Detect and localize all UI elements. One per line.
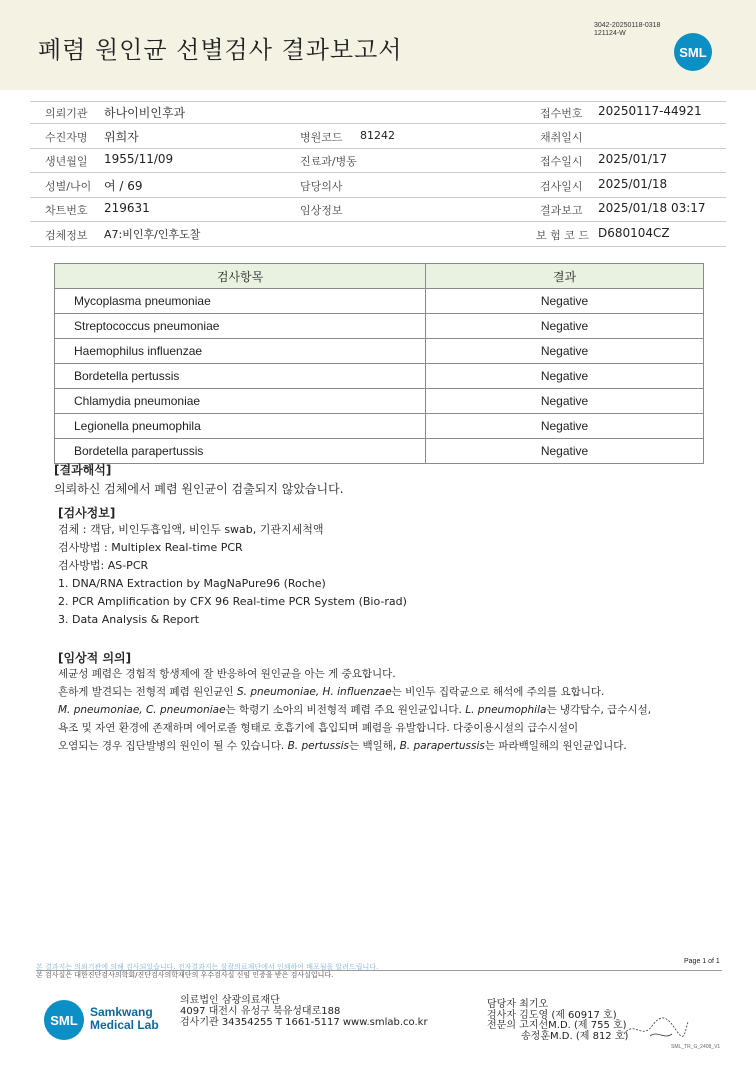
sml-logo-icon: SML [674,33,712,71]
hospital-code-value: 81242 [360,129,395,142]
test-result: Negative [426,289,704,314]
dept-label: 진료과/병동 [300,155,357,168]
column-header: 검사항목 [55,264,426,289]
test-result: Negative [426,414,704,439]
lab-name [90,1006,159,1032]
footer-divider [36,970,722,971]
table-row [55,389,704,414]
clinical-line [58,683,651,701]
receipt-value: 2025/01/17 [598,152,668,166]
test-info-line: 3. Data Analysis & Report [58,613,200,626]
results-table [54,263,704,464]
test-item: Streptococcus pneumoniae [55,314,426,339]
text-run: 는 비인두 집락균으로 해석에 주의를 요합니다. [391,686,605,698]
interpretation-text: 의뢰하신 검체에서 폐렴 원인균이 검출되지 않았습니다. [54,482,344,496]
staff-line: 전문의 고지선M.D. (제 755 호) [487,1020,627,1031]
text-run: 는 파라백일해의 원인균입니다. [484,740,627,752]
organism-name: S. pneumoniae, H. influenzae [236,686,392,698]
clinical-line [58,701,651,719]
organism-name: M. pneumoniae, C. pneumoniae [58,704,226,716]
address-line: 검사기관 34354255 T 1661-5117 www.smlab.co.kr [180,1017,428,1028]
table-row [55,439,704,464]
test-result: Negative [426,339,704,364]
accession-value: 20250117-44921 [598,104,702,118]
divider [30,148,726,149]
institution-value: 하나이비인후과 [104,106,186,120]
report-code-line: 3042-20250118-0318 [594,22,661,29]
test-item: Haemophilus influenzae [55,339,426,364]
sexage-value: 여 / 69 [104,179,143,193]
test-item: Mycoplasma pneumoniae [55,289,426,314]
accession-label: 접수번호 [540,107,583,120]
test-date-label: 검사일시 [540,180,583,193]
interpretation-title: [결과해석] [54,463,112,477]
text-run: 는 백일해, [348,740,400,752]
divider [30,246,726,247]
divider [30,172,726,173]
dob-label: 생년월일 [45,155,88,168]
divider [30,123,726,124]
report-label: 결과보고 [540,204,583,217]
page-number: Page 1 of 1 [684,958,720,965]
clinical-line: 세균성 폐렴은 경험적 항생제에 잘 반응하여 원인균을 아는 게 중요합니다. [58,668,396,680]
organism-name: L. pneumophila [465,704,547,716]
text-run: 는 학령기 소아의 비전형적 폐렴 주요 원인균입니다. [225,704,466,716]
staff-line: 송정훈M.D. (제 812 호) [521,1030,629,1042]
test-info-list [58,521,407,629]
address-line: 의료법인 삼광의료재단 [180,995,280,1006]
test-item: Bordetella parapertussis [55,439,426,464]
table-row [55,414,704,439]
footer-notice: 본 결과지는 의뢰기관에 의해 검사되었습니다. 전자결과지는 삼광의료재단에서 인쇄하여 배포됨을 알려드립니다. [36,963,379,971]
table-header-row [55,264,704,289]
address-line: 4097 대전시 유성구 북유성대로188 [180,1006,341,1017]
staff-line: 담당자 최기오 [487,999,549,1010]
sexage-label: 성별/나이 [45,180,92,193]
doctor-label: 담당의사 [300,180,343,193]
chart-label: 차트번호 [45,204,88,217]
table-row [55,339,704,364]
test-result: Negative [426,389,704,414]
staff-list [487,1000,628,1042]
institution-label: 의뢰기관 [45,107,88,120]
examinee-label: 수진자명 [45,131,88,144]
test-item: Bordetella pertussis [55,364,426,389]
dob-value: 1955/11/09 [104,152,174,166]
examinee-value: 위희자 [104,130,139,144]
clinical-significance-title: [임상적 의의] [58,651,132,665]
lab-name-line: Medical Lab [90,1018,159,1032]
specimen-value: A7:비인후/인후도찰 [104,228,201,241]
divider [30,101,726,102]
test-result: Negative [426,314,704,339]
test-info-line: 검사방법: AS-PCR [58,559,149,572]
text-run: 흔하게 발견되는 전형적 폐렴 원인균인 [58,686,237,698]
test-info-line: 검사방법 : Multiplex Real-time PCR [58,541,243,554]
table-row [55,289,704,314]
organism-name: B. pertussis [287,740,349,752]
test-info-line: 1. DNA/RNA Extraction by MagNaPure96 (Roche) [58,577,326,590]
insurance-label: 보 험 코 드 [536,229,589,242]
test-item: Legionella pneumophila [55,414,426,439]
text-run: 는 냉각탑수, 급수시설, [546,704,652,716]
divider [30,197,726,198]
clinical-line [58,737,651,755]
clinical-significance-text [58,665,651,755]
clinical-line: 욕조 및 자연 환경에 존재하며 에어로졸 형태로 호흡기에 흡입되며 폐렴을 유발합니다. 다중이용시설의 급수시설이 [58,722,579,734]
clinical-label: 임상정보 [300,204,343,217]
column-header: 결과 [426,264,704,289]
test-date-value: 2025/01/18 [598,177,668,191]
form-code: SML_TR_G_2408_V1 [671,1044,721,1050]
table-row [55,314,704,339]
lab-address [180,995,428,1028]
test-info-line: 검체 : 객담, 비인두흡입액, 비인두 swab, 기관지세척액 [58,523,324,536]
lab-name-line: Samkwang [90,1005,153,1019]
sml-footer-logo-icon: SML [44,1000,84,1040]
table-row [55,364,704,389]
signature-icon [620,1012,690,1044]
specimen-label: 검체정보 [45,229,88,242]
insurance-value: D680104CZ [598,226,670,240]
divider [30,221,726,222]
report-title: 폐렴 원인균 선별검사 결과보고서 [38,36,403,64]
test-info-title: [검사정보] [58,506,116,520]
chart-value: 219631 [104,201,150,215]
hospital-code-label: 병원코드 [300,131,343,144]
test-item: Chlamydia pneumoniae [55,389,426,414]
staff-line: 검사자 김도영 (제 60917 호) [487,1009,617,1021]
report-code [594,22,660,38]
organism-name: B. parapertussis [399,740,485,752]
test-result: Negative [426,439,704,464]
text-run: 오염되는 경우 집단발병의 원인이 될 수 있습니다. [58,740,288,752]
test-result: Negative [426,364,704,389]
report-value: 2025/01/18 03:17 [598,201,706,215]
test-info-line: 2. PCR Amplification by CFX 96 Real-time PCR System (Bio-rad) [58,595,407,608]
report-code-line: 121124-W [594,30,626,37]
footer-certification: 본 검사실은 대한진단검사의학회/진단검사의학재단의 우수검사실 신임 인증을 받은 검사실입니다. [36,971,334,979]
collection-label: 채취일시 [540,131,583,144]
receipt-label: 접수일시 [540,155,583,168]
